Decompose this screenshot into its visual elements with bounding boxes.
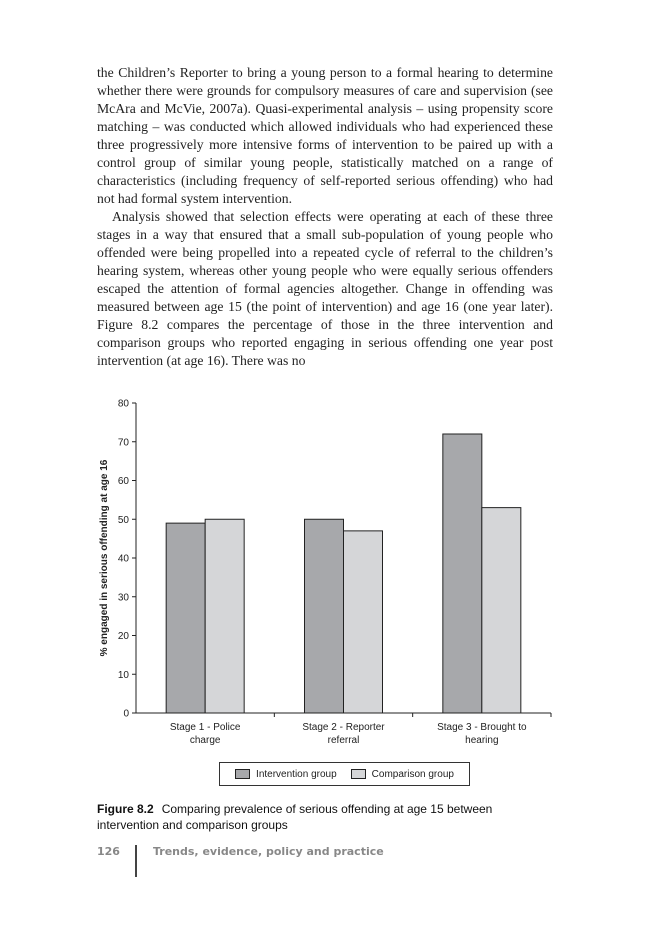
- page-number: 126: [97, 845, 120, 858]
- body-text: [97, 64, 553, 370]
- y-tick-label: 70: [117, 437, 129, 449]
- figure-caption: [97, 801, 557, 833]
- x-category-label: charge: [189, 735, 221, 746]
- running-head: Trends, evidence, policy and practice: [153, 845, 384, 858]
- legend-item-intervention: [235, 769, 337, 780]
- bar-intervention: [166, 523, 205, 713]
- footer-divider: [135, 845, 137, 877]
- bar-chart: [0, 380, 650, 800]
- legend-swatch-comparison: [351, 769, 366, 779]
- x-category-label: Stage 3 - Brought to: [437, 722, 527, 733]
- x-category-label: hearing: [465, 735, 499, 746]
- y-tick-label: 60: [117, 476, 129, 487]
- paragraph: Analysis showed that selection effects were operating at each of these three stages in a way that ensured that a small sub-population of young people who offended were being propelled into a repeated cycle of referral to the children’s hearing system, whereas other young people who were equally serious offenders escaped the attention of formal agencies altogether. Change in offending was measured between age 15 (the point of intervention) and age 16 (one year later). Figure 8.2 compares the percentage of those in the three intervention and comparison groups who reported engaging in serious offending one year post intervention (at age 16). There was no: [97, 209, 553, 368]
- bar-comparison: [205, 519, 244, 713]
- y-tick-label: 30: [117, 592, 129, 604]
- chart-legend: [219, 762, 470, 786]
- y-tick-label: 10: [117, 669, 129, 681]
- y-tick-label: 80: [117, 398, 129, 410]
- figure-number: Figure 8.2: [97, 802, 154, 816]
- legend-label-comparison: Comparison group: [371, 768, 454, 780]
- bar-comparison: [482, 508, 521, 713]
- y-tick-label: 50: [117, 514, 129, 526]
- bar-intervention: [443, 434, 482, 713]
- x-category-label: referral: [327, 735, 360, 746]
- bar-comparison: [344, 531, 383, 713]
- chart-svg: [0, 380, 650, 800]
- bar-intervention: [305, 519, 344, 713]
- y-axis-label: % engaged in serious offending at age 16: [99, 459, 110, 657]
- y-tick-label: 40: [117, 553, 129, 565]
- y-tick-label: 0: [123, 708, 129, 720]
- caption-text: Comparing prevalence of serious offending at age 15 between intervention and comparison groups: [97, 802, 493, 832]
- paragraph: the Children’s Reporter to bring a young person to a formal hearing to determine whether there were grounds for compulsory measures of care and supervision (see McAra and McVie, 2007a). Quasi-experimental analysis – using propensity score matching – was conducted which allowed individuals who had experienced these three progressively more intensive forms of intervention to be paired up with a control group of similar young people, statistically matched on a range of characteristics (including frequency of self-reported serious offending) who had not had formal system intervention.: [97, 65, 553, 206]
- y-tick-label: 20: [117, 631, 129, 642]
- legend-swatch-intervention: [235, 769, 250, 779]
- legend-label-intervention: Intervention group: [256, 768, 337, 780]
- x-category-label: Stage 1 - Police: [169, 722, 241, 733]
- x-category-label: Stage 2 - Reporter: [302, 722, 385, 733]
- legend-item-comparison: [351, 769, 454, 780]
